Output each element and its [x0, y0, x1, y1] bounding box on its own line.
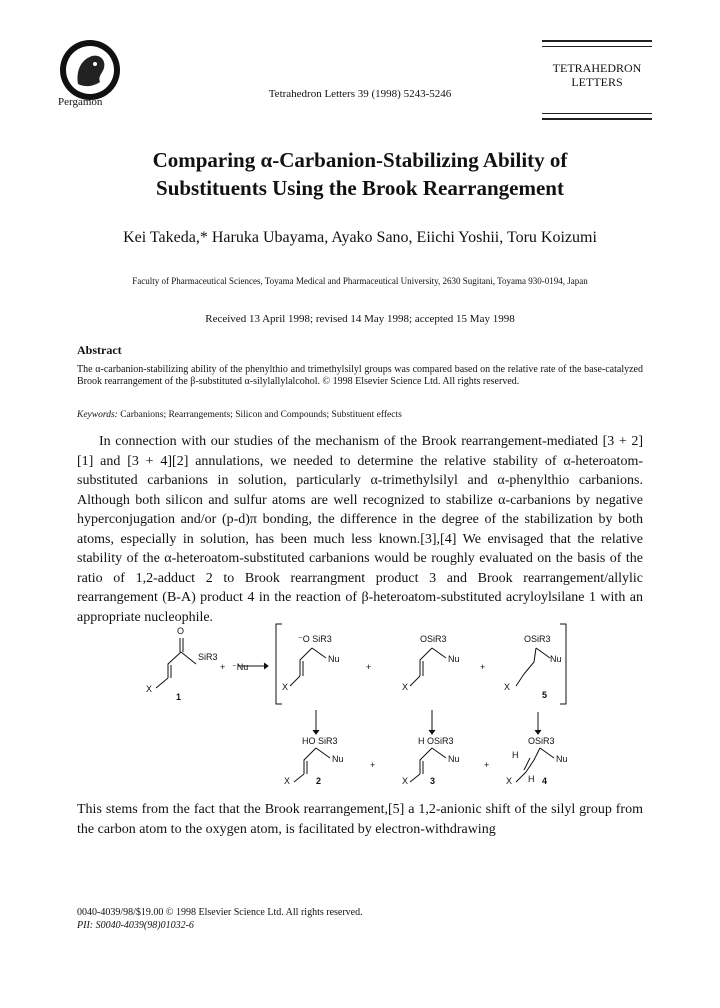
silyl-ether-label: OSiR3: [524, 634, 551, 644]
x-label: X: [284, 776, 291, 786]
abstract-text: The α-carbanion-stabilizing ability of the phenylthio and trimethylsilyl groups was compared based on the relative rate of the base-catalyzed Brook rearrangement of the β-substituted α-silylallylalcohol. © 1998 Elsevier Science Ltd. All rights reserved.: [77, 364, 643, 387]
journal-name-line2: LETTERS: [571, 75, 623, 89]
keywords-label: Keywords:: [77, 410, 118, 420]
h-label: H: [528, 774, 535, 784]
journal-name-line1: TETRAHEDRON: [552, 61, 642, 75]
oxygen-label: O: [177, 626, 185, 636]
nu-label: Nu: [448, 754, 460, 764]
silyl-ether-label: OSiR3: [528, 736, 555, 746]
article-title: [90, 146, 630, 202]
title-line1: Comparing α-Carbanion-Stabilizing Ability of: [152, 148, 568, 172]
affiliation: Faculty of Pharmaceutical Sciences, Toyama Medical and Pharmaceutical University, 2630 Sugitani, Toyama 930-0194, Japan: [132, 276, 588, 286]
double-rule: [542, 40, 652, 47]
x-label: X: [402, 776, 409, 786]
publisher-name: Pergamon: [58, 96, 103, 108]
author-list: Kei Takeda,* Haruka Ubayama, Ayako Sano, Eiichi Yoshii, Toru Koizumi: [123, 229, 597, 246]
nu-label: Nu: [332, 754, 344, 764]
keywords-list: Carbanions; Rearrangements; Silicon and Compounds; Substituent effects: [120, 410, 402, 420]
journal-citation: Tetrahedron Letters 39 (1998) 5243-5246: [268, 88, 452, 100]
received-dates: Received 13 April 1998; revised 14 May 1998; accepted 15 May 1998: [205, 313, 515, 325]
compound-number-4: 4: [542, 776, 548, 786]
x-label: X: [146, 684, 153, 694]
nu-label: Nu: [328, 654, 340, 664]
plus-sign: +: [480, 662, 486, 672]
compound-number-3: 3: [430, 776, 436, 786]
nucleophile-label: ⁻Nu: [232, 662, 249, 672]
footer: [77, 906, 363, 932]
compound-number-2: 2: [316, 776, 322, 786]
x-label: X: [504, 682, 511, 692]
x-label: X: [402, 682, 409, 692]
title-line2: Substituents Using the Brook Rearrangement: [156, 176, 564, 200]
x-label: X: [282, 682, 289, 692]
plus-sign: +: [220, 662, 226, 672]
copyright-line: 0040-4039/98/$19.00 © 1998 Elsevier Science Ltd. All rights reserved.: [77, 907, 363, 918]
plus-sign: +: [370, 760, 376, 770]
silyl-label: SiR3: [198, 652, 218, 662]
silyl-ether-label: OSiR3: [420, 634, 447, 644]
alkoxide-silyl-label: ⁻O SiR3: [298, 634, 332, 644]
compound-number-5: 5: [542, 690, 548, 700]
nu-label: Nu: [448, 654, 460, 664]
nu-label: Nu: [550, 654, 562, 664]
h-label: H: [512, 750, 519, 760]
nu-label: Nu: [556, 754, 568, 764]
plus-sign: +: [484, 760, 490, 770]
body-paragraph-1: In connection with our studies of the mechanism of the Brook rearrangement-mediated [3 + 2][1] and [3 + 4][2] annulations, we needed to determine the relative stability of α-heteroatom-substituted carbanions in solution, particularly α-trimethylsilyl and α-phenylthio carbanions. Although both silicon and sulfur atoms are well recognized to stabilize α-carbanions by negative hyperconjugation and/or (p-d)π bonding, the difference in the degree of the stabilization by both atoms, especially in solution, has been much less known.[3],[4] We envisaged that the relative stability of the α-heteroatom-substituted carbanions would be roughly evaluated on the basis of the ratio of 1,2-adduct 2 to Brook rearrangment product 3 and Brook rearrangement/allylic rearrangement (B-A) product 4 in the reaction of β-heteroatom-substituted acryloylsilane 1 with an appropriate nucleophile.: [77, 434, 643, 625]
journal-name-box: [542, 40, 652, 120]
pii-line: PII: S0040-4039(98)01032-6: [77, 920, 194, 931]
abstract-heading: Abstract: [77, 343, 122, 357]
alcohol-silyl-label: HO SiR3: [302, 736, 338, 746]
keywords-line: [77, 410, 643, 420]
plus-sign: +: [366, 662, 372, 672]
x-label: X: [506, 776, 513, 786]
double-rule: [542, 113, 652, 120]
body-paragraph-2: This stems from the fact that the Brook rearrangement,[5] a 1,2-anionic shift of the silyl group from the carbon atom to the oxygen atom, is facilitated by electron-withdrawing: [77, 802, 643, 837]
compound-number-1: 1: [176, 692, 182, 702]
h-silyl-ether-label: H OSiR3: [418, 736, 454, 746]
reaction-scheme: [140, 618, 580, 786]
